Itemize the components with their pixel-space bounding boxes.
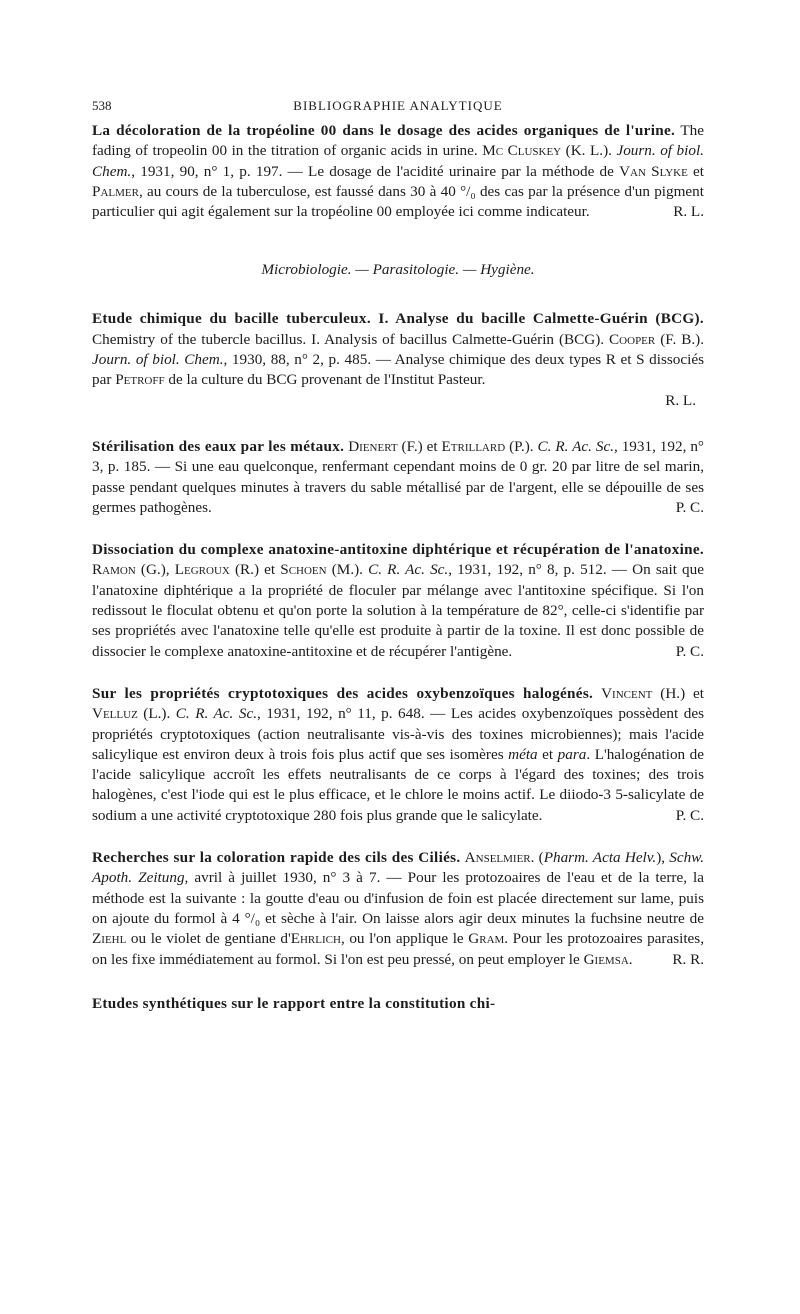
entry-text: , ou l'on applique le: [340, 930, 469, 948]
abstract-entry: [92, 540, 704, 662]
entry-text: (H.) et: [652, 684, 705, 702]
entry-text: The fading of tropeolin 00 in the titration of organic acids in urine.: [92, 122, 704, 160]
author-name: Ehrlich: [290, 930, 341, 948]
entry-text: (L.).: [137, 705, 176, 723]
document-page: [92, 98, 704, 1014]
author-name: Legroux: [174, 561, 230, 579]
entry-text: (F.) et: [397, 437, 442, 455]
author-name: Van Slyke: [619, 162, 688, 180]
author-name: Petroff: [115, 371, 165, 389]
journal-name: C. R. Ac. Sc.: [175, 705, 257, 723]
author-name: Schoen: [280, 561, 327, 579]
journal-name: Journ. of biol. Chem.: [92, 142, 704, 180]
entry-title: Dissociation du complexe anatoxine-antitoxine diphtérique et récupération de l'anatoxine.: [92, 541, 704, 559]
entry-title: La décoloration de la tropéoline 00 dans le dosage des acides organiques de l'urine.: [92, 122, 676, 139]
entry-text: , avril à juillet 1930, n° 3 à 7. — Pour les protozoaires de l'eau et de la terre, la méthode est la suivante : la goutte d'eau ou d'infusion de foin est placée directement sur lame, puis on ajoute du formol à 4 °/₀ et sèche à l'air. On laisse alors agir deux minutes la fuchsine neutre de: [92, 869, 705, 927]
abstract-entry: [92, 994, 704, 1014]
author-name: Mc Cluskey: [482, 142, 562, 160]
author-name: Gram: [468, 930, 505, 948]
entry-text: Chemistry of the tubercle bacillus. I. Analysis of bacillus Calmette-Guérin (BCG).: [92, 330, 610, 348]
abstract-entry: [92, 309, 704, 410]
author-name: Giemsa: [583, 950, 629, 968]
entry-text: .: [628, 950, 633, 968]
entry-text: , 1931, 192, n° 3, p. 185. — Si une eau quelconque, renfermant cependant moins de 0 gr. 20 par litre de sel marin, passe pendant quelques minutes à travers du sable métallisé par de l'argent, elle se dépouille de ses germes pathogènes.: [92, 437, 704, 516]
author-name: Cooper: [609, 330, 656, 348]
journal-name: Journ. of biol. Chem.: [92, 351, 224, 369]
running-title: BIBLIOGRAPHIE ANALYTIQUE: [293, 98, 503, 113]
entry-signature: P. C.: [675, 642, 704, 660]
abstract-entry: [92, 437, 704, 518]
entry-text: (F. B.).: [655, 330, 704, 348]
entry-text: (K. L.).: [561, 142, 617, 160]
author-name: Velluz: [92, 705, 138, 723]
entry-text: ou le violet de gentiane d': [126, 930, 291, 948]
entry-text: (G.),: [135, 561, 175, 579]
entry-text: . (: [530, 849, 544, 867]
journal-name: Schw. Apoth. Zeitung: [92, 849, 704, 887]
running-header: [92, 98, 704, 118]
entry-text: ),: [656, 849, 670, 867]
entry-text: . L'halogénation de l'acide salicylique accroît les effets neutralisants de ce corps à l'égard des toxines; des trois halogènes, c'est l'iode qui est le plus efficace, et le chlore le moins actif. Le diiodo-3 5-salicylate de sodium a une activité cryptotoxique 280 fois plus grande que le salicylate.: [92, 745, 705, 824]
entry-signature: P. C.: [675, 498, 704, 516]
abstract-entry: [92, 848, 704, 970]
entry-title: Sur les propriétés cryptotoxiques des acides oxybenzoïques halogénés.: [92, 684, 594, 702]
abstract-entry: [92, 684, 704, 826]
italic-term: para: [557, 745, 587, 763]
journal-name: C. R. Ac. Sc.: [537, 437, 614, 455]
entry-text: , 1931, 90, n° 1, p. 197. — Le dosage de l'acidité urinaire par la méthode de: [131, 162, 620, 180]
author-name: Etrillard: [441, 437, 506, 455]
entry-title: Stérilisation des eaux par les métaux.: [92, 437, 345, 455]
entry-signature: P. C.: [675, 806, 704, 824]
entry-text: et: [687, 162, 704, 180]
entry-text: de la culture du BCG provenant de l'Institut Pasteur.: [164, 371, 486, 389]
journal-name: Pharm. Acta Helv.: [543, 849, 657, 867]
entry-text: et: [537, 745, 558, 763]
author-name: Ziehl: [92, 930, 127, 948]
entry-text: (M.).: [326, 561, 369, 579]
entry-title: Recherches sur la coloration rapide des cils des Ciliés.: [92, 849, 461, 867]
entry-text: , 1931, 192, n° 11, p. 648. — Les acides oxybenzoïques possèdent des propriétés cryptotoxiques (action neutralisante vis-à-vis des toxines microbiennes); mais l'acide salicylique est environ deux à trois fois plus actif que ses isomères: [92, 705, 704, 763]
author-name: Vincent: [601, 684, 653, 702]
entry-title: Etude chimique du bacille tuberculeux. I. Analyse du bacille Calmette-Guérin (BCG).: [92, 310, 704, 328]
author-name: Palmer: [92, 182, 139, 200]
author-name: Ramon: [92, 561, 136, 579]
page-number: 538: [92, 98, 112, 113]
author-name: Dienert: [348, 437, 398, 455]
entry-text: , au cours de la tuberculose, est faussé dans 30 à 40 °/₀ des cas par la présence d'un pigment particulier qui agit également sur la tropéoline 00 employée ici comme indicateur.: [92, 182, 704, 221]
entry-text: (R.) et: [229, 561, 281, 579]
entry-text: , 1930, 88, n° 2, p. 485. — Analyse chimique des deux types R et S dissociés par: [92, 351, 704, 389]
italic-term: méta: [508, 745, 538, 763]
abstract-entry: [92, 121, 704, 222]
entry-title: Etudes synthétiques sur le rapport entre la constitution chi-: [92, 994, 496, 1012]
entry-signature: R. R.: [672, 950, 704, 968]
journal-name: C. R. Ac. Sc.: [368, 561, 449, 579]
entry-text: . Pour les protozoaires parasites, on les fixe immédiatement au formol. Si l'on est peu pressé, on peut employer le: [92, 930, 704, 968]
author-name: Anselmier: [464, 849, 531, 867]
entry-text: (P.).: [505, 437, 538, 455]
entry-text: , 1931, 192, n° 8, p. 512. — On sait que l'anatoxine diphtérique a la propriété de floculer par mélange avec l'antitoxine spécifique. Si l'on redissout le floculat obtenu et qu'on porte la solution à la température de 82°, celle-ci s'identifie par ses propriétés avec l'anatoxine telle qu'elle est produite à partir de la toxine. Il est donc possible de dissocier le complexe anatoxine-antitoxine et de récupérer l'antigène.: [92, 561, 704, 660]
entry-signature: R. L.: [673, 203, 704, 221]
entry-signature: R. L.: [665, 391, 696, 409]
entry-text: [593, 685, 601, 702]
section-heading: Microbiologie. — Parasitologie. — Hygiène.: [261, 261, 535, 279]
